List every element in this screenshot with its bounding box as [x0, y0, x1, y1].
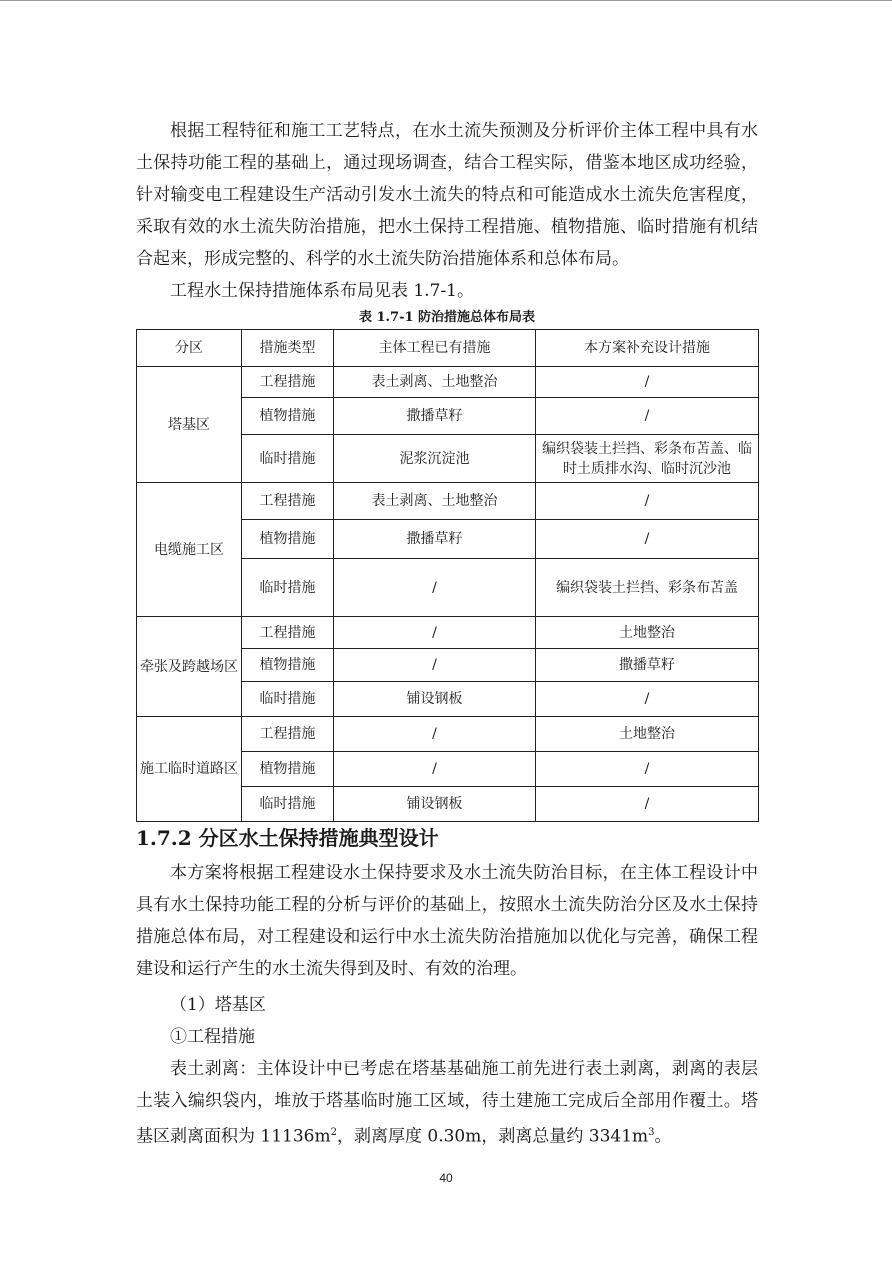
existing-measure-cell: 撒播草籽: [334, 520, 536, 559]
existing-measure-cell: 铺设钢板: [334, 682, 536, 717]
topsoil-depth-text: ，剥离厚度 0.30m，剥离总量约 3341m: [336, 1126, 649, 1147]
table-header-row: [137, 330, 759, 367]
existing-measure-cell: /: [334, 717, 536, 752]
existing-measure-cell: 表土剥离、土地整治: [334, 367, 536, 398]
table-caption: 表 1.7-1 防治措施总体布局表: [358, 310, 536, 325]
existing-measure-cell: 铺设钢板: [334, 787, 536, 822]
intro-paragraph: 根据工程特征和施工工艺特点，在水土流失预测及分析评价主体工程中具有水土保持功能工程的基础上，通过现场调查，结合工程实际，借鉴本地区成功经验，针对输变电工程建设生产活动引发水土流失的特点和可能造成水土流失危害程度，采取有效的水土流失防治措施，把水土保持工程措施、植物措施、临时措施有机结合起来，形成完整的、科学的水土流失防治措施体系和总体布局。: [136, 121, 758, 269]
supplementary-measure-cell: /: [536, 787, 759, 822]
section-heading: 1.7.2 分区水土保持措施典型设计: [136, 826, 439, 850]
measure-type-cell: 临时措施: [242, 435, 334, 483]
supplementary-measure-cell: /: [536, 398, 759, 435]
existing-measure-cell: 撒播草籽: [334, 398, 536, 435]
measure-type-cell: 植物措施: [242, 398, 334, 435]
topsoil-end-text: 。: [654, 1126, 672, 1147]
header-existing-measures: 主体工程已有措施: [334, 330, 536, 367]
supplementary-measure-cell: /: [536, 752, 759, 787]
measure-type-cell: 植物措施: [242, 649, 334, 682]
existing-measure-cell: /: [334, 617, 536, 649]
zone-cell: 牵张及跨越场区: [137, 617, 242, 717]
existing-measure-cell: 表土剥离、土地整治: [334, 483, 536, 520]
supplementary-measure-cell: /: [536, 682, 759, 717]
topsoil-area-text: 塔基区剥离面积为 11136m: [136, 1091, 758, 1147]
area-unit-superscript: 2: [330, 1127, 337, 1138]
measure-type-cell: 工程措施: [242, 367, 334, 398]
table-row: [137, 483, 759, 520]
subheading-tower-base-zone: （1）塔基区: [170, 995, 266, 1015]
header-zone: 分区: [137, 330, 242, 367]
supplementary-measure-cell: 撒播草籽: [536, 649, 759, 682]
measure-type-cell: 临时措施: [242, 787, 334, 822]
measure-type-cell: 植物措施: [242, 752, 334, 787]
zone-cell: 施工临时道路区: [137, 717, 242, 822]
measure-type-cell: 植物措施: [242, 520, 334, 559]
supplementary-measure-cell: 土地整治: [536, 717, 759, 752]
table-row: [137, 617, 759, 649]
supplementary-measure-cell: /: [536, 367, 759, 398]
table-reference: 工程水土保持措施体系布局见表 1.7-1。: [170, 281, 474, 301]
supplementary-measure-cell: /: [536, 483, 759, 520]
header-supplementary-measures: 本方案补充设计措施: [536, 330, 759, 367]
existing-measure-cell: /: [334, 752, 536, 787]
existing-measure-cell: /: [334, 559, 536, 617]
measure-type-cell: 临时措施: [242, 559, 334, 617]
topsoil-paragraph: [136, 1053, 758, 1153]
measure-type-cell: 工程措施: [242, 483, 334, 520]
page-number: 40: [439, 1171, 453, 1185]
section-paragraph: 本方案将根据工程建设水土保持要求及水土流失防治目标，在主体工程设计中具有水土保持功能工程的分析与评价的基础上，按照水土流失防治分区及水土保持措施总体布局，对工程建设和运行中水土流失防治措施加以优化与完善，确保工程建设和运行产生的水土流失得到及时、有效的治理。: [136, 863, 758, 979]
supplementary-measure-cell: /: [536, 520, 759, 559]
measure-type-cell: 工程措施: [242, 617, 334, 649]
zone-cell: 塔基区: [137, 367, 242, 483]
topsoil-main-text: 表土剥离：主体设计中已考虑在塔基基础施工前先进行表土剥离，剥离的表层土装入编织袋内，堆放于塔基临时施工区域，待土建施工完成后全部用作覆土。: [136, 1059, 758, 1111]
table-row: [137, 717, 759, 752]
measure-type-cell: 工程措施: [242, 717, 334, 752]
zone-cell: 电缆施工区: [137, 483, 242, 617]
supplementary-measure-cell: 编织袋装土拦挡、彩条布苫盖、临时土质排水沟、临时沉沙池: [536, 435, 759, 483]
supplementary-measure-cell: 土地整治: [536, 617, 759, 649]
existing-measure-cell: /: [334, 649, 536, 682]
subheading-engineering-measures: ①工程措施: [170, 1027, 255, 1047]
measures-layout-table: [136, 329, 759, 822]
header-measure-type: 措施类型: [242, 330, 334, 367]
supplementary-measure-cell: 编织袋装土拦挡、彩条布苫盖: [536, 559, 759, 617]
table-row: [137, 367, 759, 398]
page-top-border: [0, 0, 892, 1]
measure-type-cell: 临时措施: [242, 682, 334, 717]
existing-measure-cell: 泥浆沉淀池: [334, 435, 536, 483]
volume-unit-superscript: 3: [648, 1127, 655, 1138]
